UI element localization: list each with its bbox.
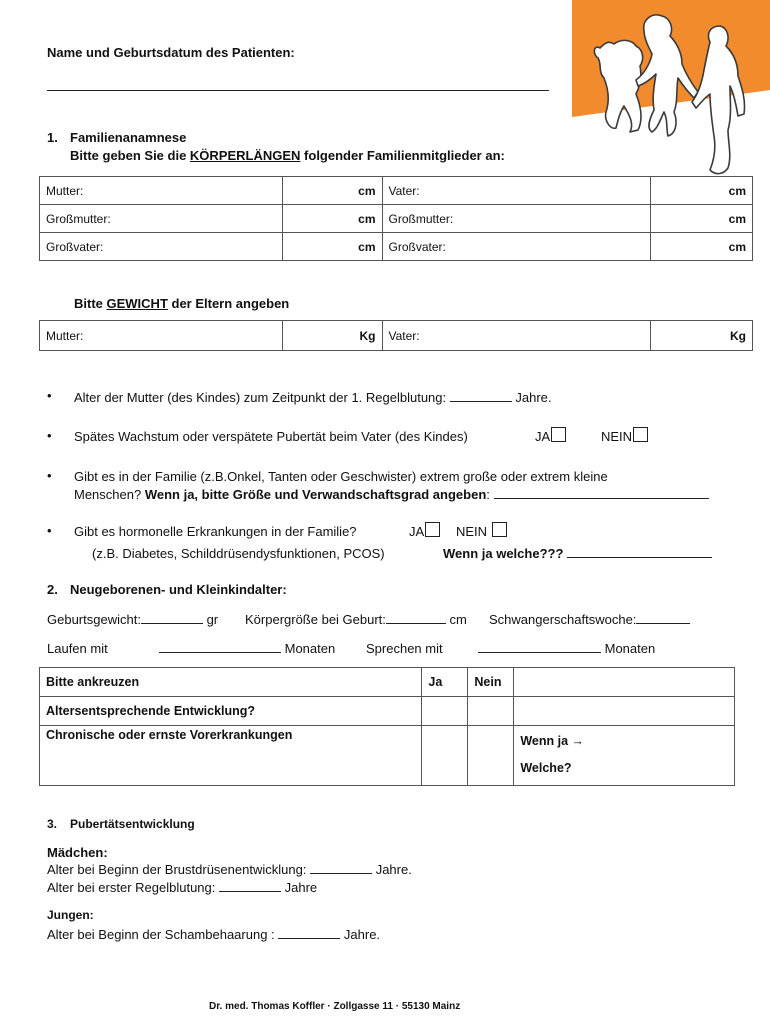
age-appropriate-yes-cell[interactable]: [422, 697, 468, 726]
table-header-extra: [514, 668, 735, 697]
girls-heading: Mädchen:: [47, 845, 108, 860]
section1-title: Familienanamnese: [70, 130, 187, 145]
grandmother-paternal-field[interactable]: cm: [651, 205, 753, 233]
table-header-no: Nein: [468, 668, 514, 697]
breast-development-age-field[interactable]: [310, 862, 372, 874]
bullet-3-dot: •: [47, 468, 52, 483]
section1-number: 1.: [47, 130, 58, 145]
bullet-1: Alter der Mutter (des Kindes) zum Zeitpunkt der 1. Regelblutung: Jahre.: [74, 390, 552, 405]
footer-address: Dr. med. Thomas Koffler · Zollgasse 11 · 55130 Mainz: [209, 1001, 461, 1012]
bullet-4-dot: •: [47, 523, 52, 538]
walking-label: Laufen mit: [47, 641, 108, 656]
section1-subtitle: Bitte geben Sie die KÖRPERLÄNGEN folgender Familienmitglieder an:: [70, 148, 505, 163]
bullet-4-text: Gibt es hormonelle Erkrankungen in der Familie?: [74, 524, 357, 539]
walking: Monaten: [159, 641, 335, 656]
age-appropriate-no-cell[interactable]: [468, 697, 514, 726]
weights-table: [39, 320, 753, 351]
grandfather-maternal-field[interactable]: cm: [282, 233, 382, 261]
late-growth-yes-checkbox[interactable]: [551, 427, 566, 442]
weight-heading: Bitte GEWICHT der Eltern angeben: [74, 296, 290, 311]
grandfather-maternal-label: Großvater:: [40, 233, 283, 261]
pregnancy-week: Schwangerschaftswoche:: [489, 612, 690, 627]
birth-length: Körpergröße bei Geburt: cm: [245, 612, 467, 627]
girls-line1: Alter bei Beginn der Brustdrüsenentwicklung: Jahre.: [47, 862, 412, 877]
chronic-disease-yes-cell[interactable]: [422, 726, 468, 786]
bullet-2-text: Spätes Wachstum oder verspätete Pubertät beim Vater (des Kindes): [74, 429, 468, 444]
father-weight-field[interactable]: Kg: [651, 321, 753, 351]
speaking: Monaten: [478, 641, 655, 656]
hormonal-which-field[interactable]: [567, 546, 712, 558]
age-appropriate-label: Altersentsprechende Entwicklung?: [40, 697, 422, 726]
mother-weight-label: Mutter:: [40, 321, 283, 351]
age-appropriate-extra-cell: [514, 697, 735, 726]
heights-table: [39, 176, 753, 261]
table-header-yes: Ja: [422, 668, 468, 697]
mother-weight-field[interactable]: Kg: [282, 321, 382, 351]
children-silhouette-logo: [560, 0, 770, 185]
pubic-hair-age-field[interactable]: [278, 927, 340, 939]
grandmother-maternal-label: Großmutter:: [40, 205, 283, 233]
patient-name-line[interactable]: [47, 80, 549, 91]
bullet-2-nein: NEIN: [601, 427, 648, 444]
table-row: [40, 321, 753, 351]
birth-weight: Geburtsgewicht: gr: [47, 612, 219, 627]
speaking-months-field[interactable]: [478, 641, 601, 653]
menarche-age-field[interactable]: [219, 880, 281, 892]
section3-title: Pubertätsentwicklung: [70, 817, 195, 831]
hormonal-no-checkbox[interactable]: [492, 522, 507, 537]
grandfather-paternal-label: Großvater:: [382, 233, 651, 261]
extreme-height-field[interactable]: [494, 487, 709, 499]
walking-months-field[interactable]: [159, 641, 281, 653]
birth-length-field[interactable]: [386, 612, 446, 624]
chronic-disease-which: Welche?: [520, 761, 572, 775]
chronic-disease-no-cell[interactable]: [468, 726, 514, 786]
bullet-4-nein: NEIN: [456, 522, 507, 539]
section2-title: Neugeborenen- und Kleinkindalter:: [70, 582, 287, 597]
late-growth-no-checkbox[interactable]: [633, 427, 648, 442]
menarche-mother-field[interactable]: [450, 390, 512, 402]
boys-line1: Alter bei Beginn der Schambehaarung : Jahre.: [47, 927, 381, 942]
grandfather-paternal-field[interactable]: cm: [651, 233, 753, 261]
table-row: [40, 177, 753, 205]
birth-weight-field[interactable]: [141, 612, 203, 624]
table-row: [40, 205, 753, 233]
table-row: [40, 697, 735, 726]
mother-height-field[interactable]: cm: [282, 177, 382, 205]
bullet-2-ja: JA: [535, 427, 566, 444]
arrow-right-icon: →: [571, 734, 585, 748]
table-header-check: Bitte ankreuzen: [40, 668, 422, 697]
girls-line2: Alter bei erster Regelblutung: Jahre: [47, 880, 318, 895]
bullet-2-dot: •: [47, 428, 52, 443]
boys-heading: Jungen:: [47, 908, 94, 922]
father-weight-label: Vater:: [382, 321, 651, 351]
section3-number: 3.: [47, 817, 58, 831]
bullet-4-which: Wenn ja welche???: [443, 546, 712, 561]
chronic-disease-details-cell[interactable]: Wenn ja → Welche?: [514, 726, 735, 786]
table-row: [40, 233, 753, 261]
pregnancy-week-field[interactable]: [636, 612, 690, 624]
bullet-4-example: (z.B. Diabetes, Schilddrüsendysfunktionen, PCOS): [92, 546, 385, 561]
bullet-4-ja: JA: [409, 522, 440, 539]
table-row: [40, 726, 735, 786]
bullet-3-line1: Gibt es in der Familie (z.B.Onkel, Tanten oder Geschwister) extrem große oder extrem kleine: [74, 469, 608, 484]
bullet-3-line2: Menschen? Wenn ja, bitte Größe und Verwandschaftsgrad angeben:: [74, 487, 709, 502]
chronic-disease-label: Chronische oder ernste Vorerkrankungen: [40, 726, 422, 786]
development-table: [39, 667, 735, 786]
patient-label: Name und Geburtsdatum des Patienten:: [47, 45, 295, 60]
grandmother-paternal-label: Großmutter:: [382, 205, 651, 233]
grandmother-maternal-field[interactable]: cm: [282, 205, 382, 233]
father-height-label: Vater:: [382, 177, 651, 205]
father-height-field[interactable]: cm: [651, 177, 753, 205]
section2-number: 2.: [47, 582, 58, 597]
table-row: [40, 668, 735, 697]
hormonal-yes-checkbox[interactable]: [425, 522, 440, 537]
mother-height-label: Mutter:: [40, 177, 283, 205]
speaking-label: Sprechen mit: [366, 641, 443, 656]
bullet-1-dot: •: [47, 388, 52, 403]
